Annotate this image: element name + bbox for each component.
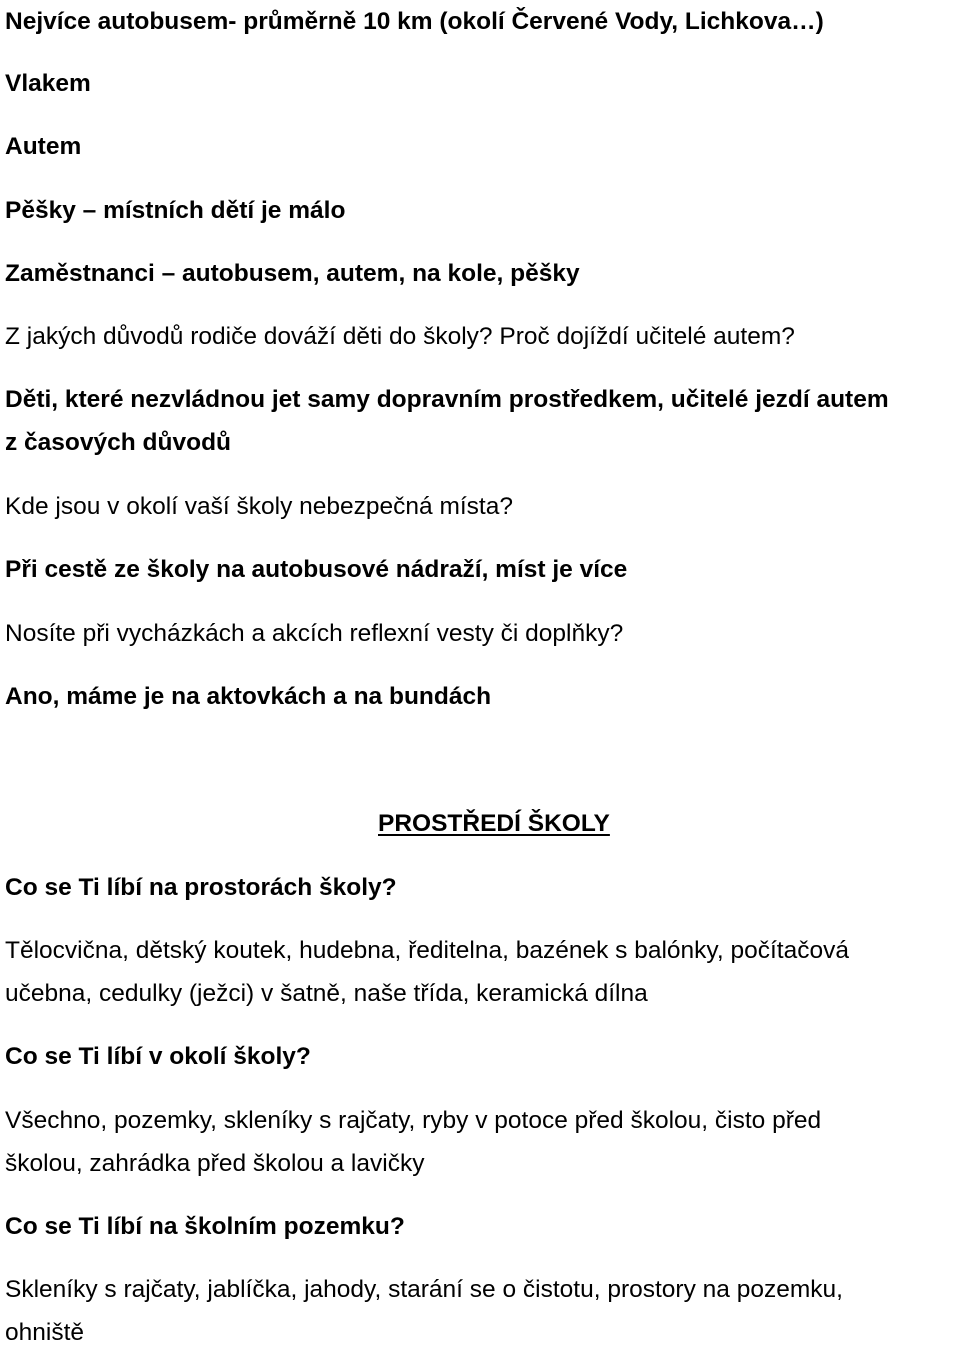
answer-car: Autem <box>5 133 82 160</box>
answer-school-spaces-1: Tělocvična, dětský koutek, hudebna, ředitelna, bazének s balónky, počítačová <box>5 937 849 964</box>
question-reasons: Z jakých důvodů rodiče dováží děti do školy? Proč dojíždí učitelé autem? <box>5 323 795 350</box>
question-dangerous: Kde jsou v okolí vaší školy nebezpečná místa? <box>5 493 513 520</box>
answer-train: Vlakem <box>5 70 91 97</box>
answer-reasons-1: Děti, které nezvládnou jet samy dopravním prostředkem, učitelé jezdí autem <box>5 386 889 413</box>
answer-dangerous: Při cestě ze školy na autobusové nádraží, míst je více <box>5 556 628 583</box>
answer-school-spaces-2: učebna, cedulky (ježci) v šatně, naše třída, keramická dílna <box>5 980 648 1007</box>
answer-reflective: Ano, máme je na aktovkách a na bundách <box>5 683 492 710</box>
answer-reasons-2: z časových důvodů <box>5 429 232 456</box>
question-school-spaces: Co se Ti líbí na prostorách školy? <box>5 874 397 901</box>
question-reflective: Nosíte při vycházkách a akcích reflexní vesty či doplňky? <box>5 620 624 647</box>
section-heading: PROSTŘEDÍ ŠKOLY <box>378 810 610 837</box>
answer-bus: Nejvíce autobusem- průměrně 10 km (okolí Červené Vody, Lichkova…) <box>5 8 824 35</box>
answer-surroundings-2: školou, zahrádka před školou a lavičky <box>5 1150 425 1177</box>
question-surroundings: Co se Ti líbí v okolí školy? <box>5 1043 311 1070</box>
answer-walk: Pěšky – místních dětí je málo <box>5 197 346 224</box>
answer-school-land-2: ohniště <box>5 1319 85 1346</box>
question-school-land: Co se Ti líbí na školním pozemku? <box>5 1213 405 1240</box>
answer-surroundings-1: Všechno, pozemky, skleníky s rajčaty, ryby v potoce před školou, čisto před <box>5 1107 822 1134</box>
answer-employees: Zaměstnanci – autobusem, autem, na kole, pěšky <box>5 260 580 287</box>
answer-school-land-1: Skleníky s rajčaty, jablíčka, jahody, starání se o čistotu, prostory na pozemku, <box>5 1276 843 1303</box>
